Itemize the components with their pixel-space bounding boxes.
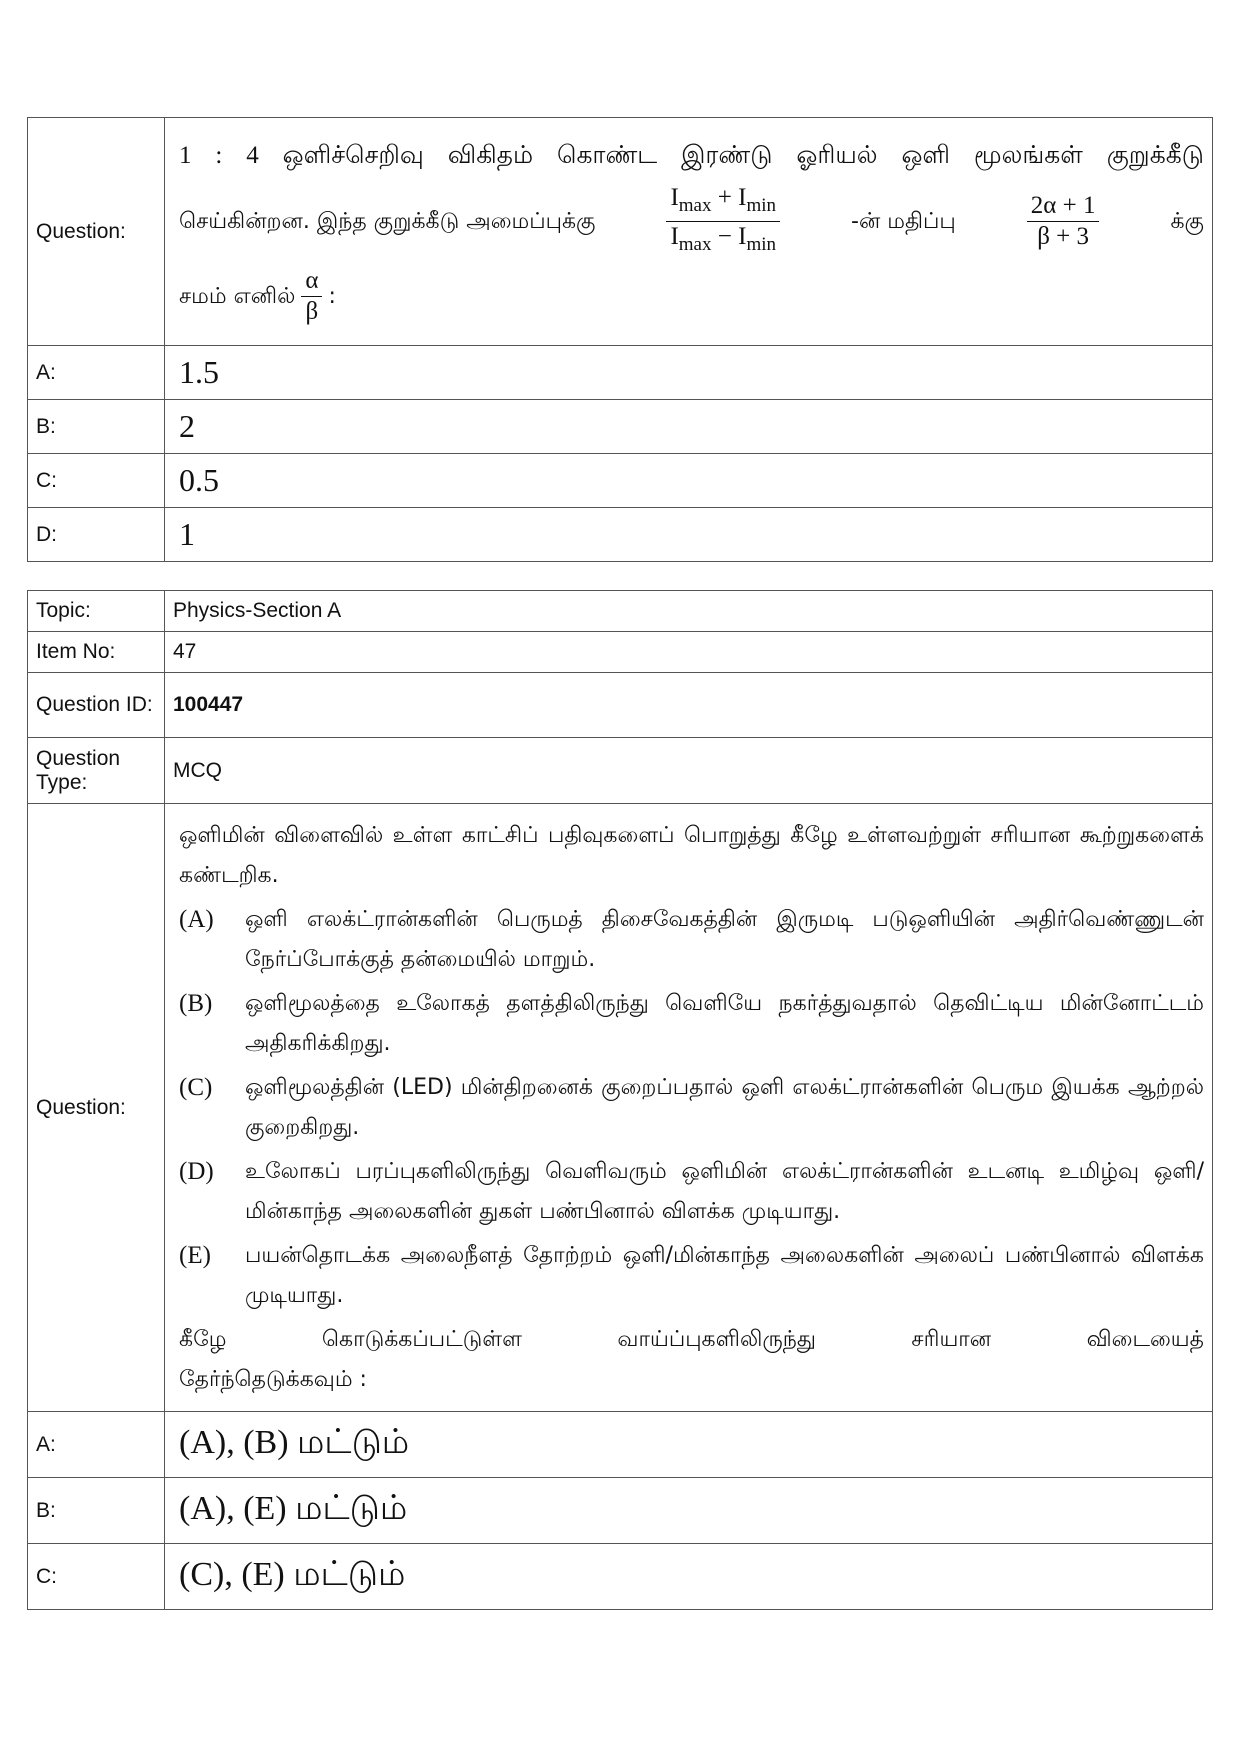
intensity-fraction: $\frac{I_{max} + I_{min}}{I_{max} - I_{min}}$ (666, 183, 780, 260)
question-part2: செய்கின்றன. இந்த குறுக்கீடு அமைப்புக்கு (179, 208, 596, 234)
question-part5: சமம் எனில் (179, 283, 296, 309)
statement-letter: (C) (179, 1073, 213, 1101)
question-id-label: Question ID: (28, 673, 165, 738)
option-value: 1.5 (165, 346, 1213, 400)
statement-letter: (D) (179, 1157, 214, 1185)
statement-item (179, 900, 1204, 980)
statement-item (179, 1236, 1204, 1316)
option-value: (C), (E) மட்டும் (165, 1544, 1213, 1610)
item-no-label: Item No: (28, 632, 165, 673)
question-intro: ஒளிமின் விளைவில் உள்ள காட்சிப் பதிவுகளைப் பொறுத்து கீழே உள்ளவற்றுள் சரியான கூற்றுகளைக் கண்டறிக. (179, 822, 1204, 888)
alpha-beta-fraction: $\frac{2\alpha + 1}{\beta + 3}$ (1027, 191, 1100, 252)
question-part6: : (328, 283, 336, 309)
question-label: Question: (28, 804, 165, 1412)
statement-item (179, 984, 1204, 1064)
question-table-2 (27, 590, 1213, 1610)
statement-item (179, 1068, 1204, 1148)
question-type-value: MCQ (165, 738, 1213, 804)
option-label: C: (28, 454, 165, 508)
statement-text: உலோகப் பரப்புகளிலிருந்து வெளிவரும் ஒளிமின் எலக்ட்ரான்களின் உடனடி உமிழ்வு ஒளி/மின்காந்த அலைகளின் துகள் பண்பினால் விளக்க முடியாது. (245, 1158, 1204, 1224)
option-label: D: (28, 508, 165, 562)
question-conclusion: கீழே கொடுக்கப்பட்டுள்ள வாய்ப்புகளிலிருந்து சரியான விடையைத் (179, 1326, 1204, 1352)
option-value: (A), (B) மட்டும் (165, 1412, 1213, 1478)
question-lead: 1 : 4 ஒளிச்செறிவு விகிதம் கொண்ட இரண்டு ஓரியல் ஒளி மூலங்கள் குறுக்கீடு (179, 142, 1204, 169)
topic-value: Physics-Section A (165, 591, 1213, 632)
item-no-value: 47 (165, 632, 1213, 673)
question-conclusion-end: தேர்ந்தெடுக்கவும் : (179, 1366, 367, 1392)
option-label: B: (28, 400, 165, 454)
question-text (165, 118, 1213, 346)
option-value: 2 (165, 400, 1213, 454)
item-no-row (28, 632, 1213, 673)
option-value: (A), (E) மட்டும் (165, 1478, 1213, 1544)
statement-text: ஒளிமூலத்தை உலோகத் தளத்திலிருந்து வெளியே நகர்த்துவதால் தெவிட்டிய மின்னோட்டம் அதிகரிக்கிறது. (245, 990, 1204, 1056)
question-table-1 (27, 117, 1213, 562)
option-label: C: (28, 1544, 165, 1610)
question-type-row (28, 738, 1213, 804)
question-id-row (28, 673, 1213, 738)
option-label: A: (28, 1412, 165, 1478)
question-row (28, 804, 1213, 1412)
question-id-value: 100447 (165, 673, 1213, 738)
statement-text: ஒளி எலக்ட்ரான்களின் பெருமத் திசைவேகத்தின் இருமடி படுஒளியின் அதிர்வெண்ணுடன் நேர்ப்போக்குத் தன்மையில் மாறும். (245, 906, 1204, 972)
topic-label: Topic: (28, 591, 165, 632)
question-part3: -ன் மதிப்பு (851, 208, 956, 234)
question-part4: க்கு (1170, 208, 1204, 234)
option-label: A: (28, 346, 165, 400)
option-row (28, 454, 1213, 508)
option-value: 1 (165, 508, 1213, 562)
question-label: Question: (28, 118, 165, 346)
option-row (28, 1412, 1213, 1478)
statement-letter: (B) (179, 989, 213, 1017)
question-text (165, 804, 1213, 1412)
ratio-fraction: $\frac{\alpha}{\beta}$ (301, 266, 322, 327)
option-row (28, 346, 1213, 400)
option-label: B: (28, 1478, 165, 1544)
option-row (28, 1544, 1213, 1610)
statement-text: ஒளிமூலத்தின் (LED) மின்திறனைக் குறைப்பதால் ஒளி எலக்ட்ரான்களின் பெரும இயக்க ஆற்றல் குறைகிறது. (245, 1074, 1204, 1140)
option-value: 0.5 (165, 454, 1213, 508)
statement-item (179, 1152, 1204, 1232)
option-row (28, 400, 1213, 454)
option-row (28, 1478, 1213, 1544)
statement-letter: (A) (179, 905, 214, 933)
question-row (28, 118, 1213, 346)
topic-row (28, 591, 1213, 632)
statement-letter: (E) (179, 1241, 211, 1269)
statement-text: பயன்தொடக்க அலைநீளத் தோற்றம் ஒளி/மின்காந்த அலைகளின் அலைப் பண்பினால் விளக்க முடியாது. (245, 1242, 1204, 1308)
option-row (28, 508, 1213, 562)
question-type-label: Question Type: (28, 738, 165, 804)
